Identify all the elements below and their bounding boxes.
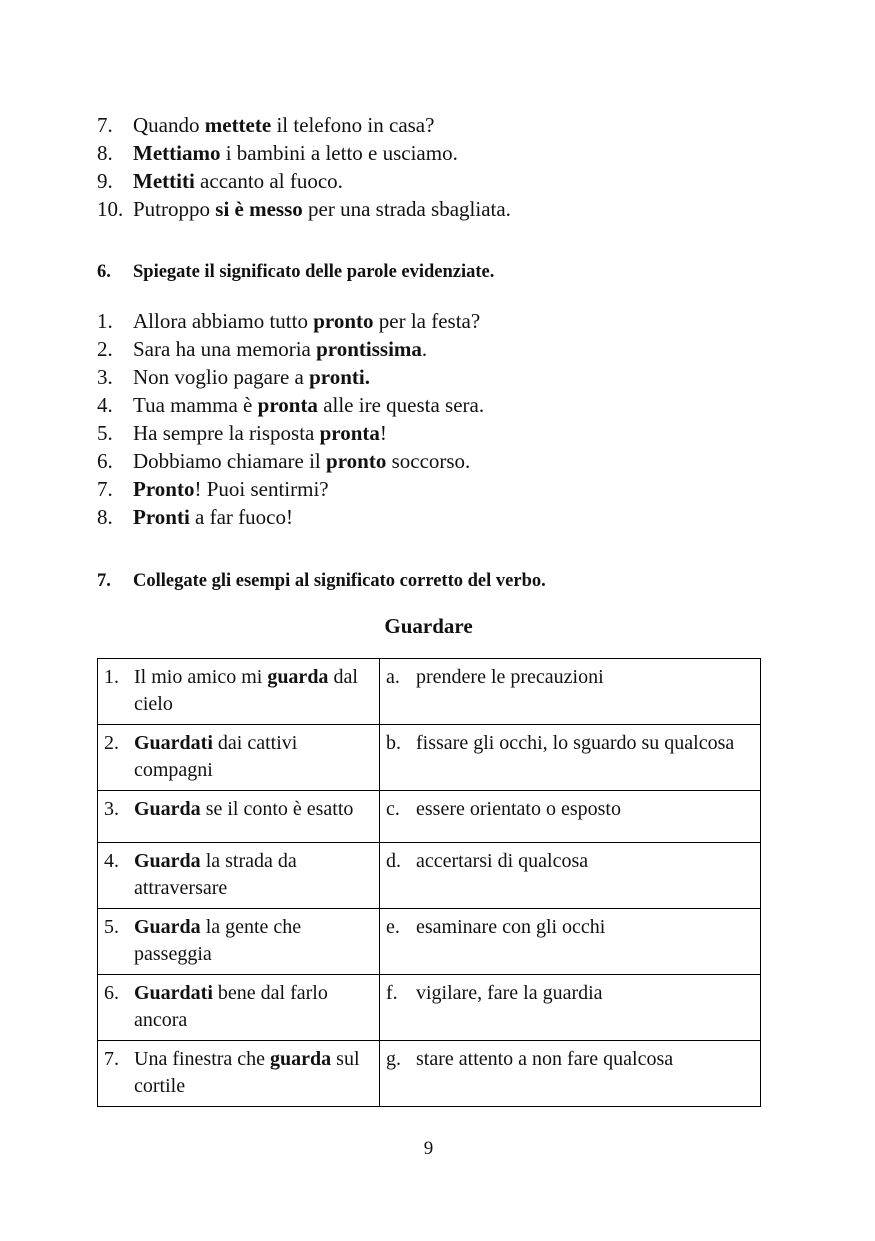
verb-subtitle: Guardare: [384, 614, 473, 638]
list-item: 2. Sara ha una memoria prontissima.: [97, 337, 428, 361]
table-row: [98, 791, 761, 843]
table-row: [98, 725, 761, 791]
exercise-6-heading: 6. Spiegate il significato delle parole evidenziate.: [97, 262, 495, 282]
meaning-cell: a. prendere le precauzioni: [380, 659, 761, 725]
meaning-cell: d. accertarsi di qualcosa: [380, 843, 761, 909]
list-item: 8. Mettiamo i bambini a letto e usciamo.: [97, 141, 458, 165]
list-item: 10. Putroppo si è messo per una strada sbagliata.: [97, 197, 511, 221]
example-cell: 7. Una finestra che guarda sul cortile: [98, 1041, 380, 1107]
meaning-cell: g. stare attento a non fare qualcosa: [380, 1041, 761, 1107]
meaning-cell: e. esaminare con gli occhi: [380, 909, 761, 975]
list-item: 8. Pronti a far fuoco!: [97, 505, 293, 529]
list-item: 7. Quando mettete il telefono in casa?: [97, 113, 435, 137]
table-row: [98, 659, 761, 725]
table-row: [98, 909, 761, 975]
list-item: 9. Mettiti accanto al fuoco.: [97, 169, 343, 193]
meaning-cell: c. essere orientato o esposto: [380, 791, 761, 843]
exercise-6-list: [97, 307, 484, 531]
list-item: 1. Allora abbiamo tutto pronto per la festa?: [97, 309, 481, 333]
list-item: 4. Tua mamma è pronta alle ire questa sera.: [97, 393, 485, 417]
page-number: 9: [423, 1138, 434, 1159]
meaning-cell: b. fissare gli occhi, lo sguardo su qualcosa: [380, 725, 761, 791]
meaning-cell: f. vigilare, fare la guardia: [380, 975, 761, 1041]
example-cell: 6. Guardati bene dal farlo ancora: [98, 975, 380, 1041]
example-cell: 1. Il mio amico mi guarda dal cielo: [98, 659, 380, 725]
example-cell: 4. Guarda la strada da attraversare: [98, 843, 380, 909]
example-cell: 3. Guarda se il conto è esatto: [98, 791, 380, 843]
list-item: 5. Ha sempre la risposta pronta!: [97, 421, 387, 445]
example-cell: 5. Guarda la gente che passeggia: [98, 909, 380, 975]
example-cell: 2. Guardati dai cattivi compagni: [98, 725, 380, 791]
list-item: 6. Dobbiamo chiamare il pronto soccorso.: [97, 449, 471, 473]
list-item: 7. Pronto! Puoi sentirmi?: [97, 477, 329, 501]
exercise-7-heading: 7. Collegate gli esempi al significato corretto del verbo.: [97, 571, 546, 591]
table-row: [98, 1041, 761, 1107]
continued-sentence-list: [97, 111, 511, 223]
list-item: 3. Non voglio pagare a pronti.: [97, 365, 371, 389]
table-row: [98, 843, 761, 909]
table-row: [98, 975, 761, 1041]
matching-table: [97, 658, 761, 1107]
